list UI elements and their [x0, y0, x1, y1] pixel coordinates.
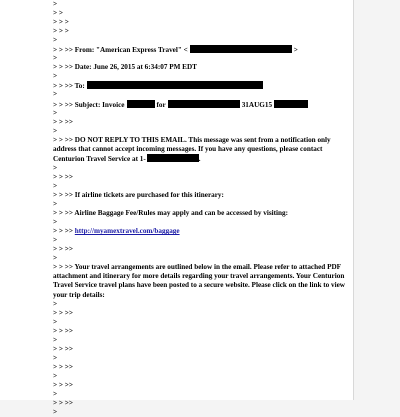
- quote-line: >: [53, 390, 58, 399]
- date-line: [53, 63, 347, 72]
- quote-line: >: [53, 90, 58, 99]
- baggage-link-line: [53, 227, 347, 236]
- redaction-box: [190, 45, 292, 53]
- quote-prefix: > > >>: [53, 46, 75, 55]
- quote-line: >: [53, 163, 58, 172]
- quote-line: >: [53, 254, 58, 263]
- quote-line: > > >>: [53, 117, 73, 126]
- subject-date: 31AUG15: [241, 100, 273, 109]
- tickets-text: If airline tickets are purchased for this itinerary:: [74, 190, 224, 199]
- quote-line: > > >>: [53, 344, 73, 353]
- quote-line: >: [53, 236, 58, 245]
- quote-prefix: > > >>: [53, 63, 75, 72]
- baggage-link[interactable]: http://myamextravel.com/baggage: [74, 227, 180, 236]
- arrangements-text: Your travel arrangements are outlined below in the email. Please refer to attached PDF attachment and itinerary for more details regarding your travel arrangements. Your Centurion Travel Service travel plans have been posted to a secure website. Please click on the link to view your trip details:: [53, 263, 345, 299]
- quote-prefix: > > >>: [53, 263, 75, 272]
- baggage-line: [53, 209, 347, 218]
- quote-line: >: [53, 371, 58, 380]
- quote-prefix: > > >>: [53, 100, 75, 109]
- quote-line: >: [53, 108, 58, 117]
- quote-prefix: > > >>: [53, 190, 75, 199]
- email-body: [53, 0, 347, 417]
- redaction-box: [127, 100, 155, 108]
- arrangements-paragraph: [53, 263, 347, 299]
- quote-line: >: [53, 299, 58, 308]
- to-line: [53, 81, 347, 90]
- redaction-box: [274, 100, 308, 108]
- notice-text: DO NOT REPLY TO THIS EMAIL. This message was sent from a notification only address that cannot accept incoming messages. If you have any questions, please contact Centurion Travel Service at 1-: [53, 135, 331, 163]
- quote-line: > > >>: [53, 308, 73, 317]
- quote-line: >: [53, 181, 58, 190]
- quote-line: >: [53, 0, 58, 8]
- from-label: From: "American Express Travel" <: [74, 46, 188, 55]
- notice-paragraph: [53, 136, 347, 164]
- subject-for: for: [156, 100, 166, 109]
- quote-line: >: [53, 126, 58, 135]
- quote-prefix: > > >>: [53, 209, 75, 218]
- notice-end: .: [198, 154, 201, 163]
- to-label: To:: [74, 82, 85, 91]
- quote-line: >: [53, 200, 58, 209]
- redaction-box: [87, 81, 263, 89]
- quote-line: > > >>: [53, 326, 73, 335]
- quote-prefix: > > >>: [53, 135, 75, 144]
- quote-line: >: [53, 54, 58, 63]
- quote-line: > > >: [53, 18, 69, 27]
- quote-line: >: [53, 317, 58, 326]
- quote-line: > > >>: [53, 362, 73, 371]
- subject-label: Subject: Invoice: [74, 100, 125, 109]
- quote-line: > >: [53, 9, 63, 18]
- from-line: [53, 45, 347, 54]
- quote-prefix: > > >>: [53, 227, 75, 236]
- quote-line: >: [53, 335, 58, 344]
- quote-prefix: > > >>: [53, 82, 75, 91]
- date-text: Date: June 26, 2015 at 6:34:07 PM EDT: [74, 63, 197, 72]
- quote-line: >: [53, 353, 58, 362]
- redaction-box: [168, 100, 240, 108]
- quote-line: > > >: [53, 27, 69, 36]
- quote-line: >: [53, 218, 58, 227]
- quote-line: >: [53, 36, 58, 45]
- redaction-box: [147, 154, 199, 162]
- quote-line: > > >>: [53, 399, 73, 408]
- tickets-line: [53, 191, 347, 200]
- subject-line: [53, 100, 347, 109]
- quote-line: >: [53, 72, 58, 81]
- quote-line: > > >>: [53, 245, 73, 254]
- baggage-text: Airline Baggage Fee/Rules may apply and can be accessed by visiting:: [74, 209, 289, 218]
- quote-line: > > >>: [53, 172, 73, 181]
- from-close: >: [293, 46, 298, 55]
- quote-line: > > >>: [53, 380, 73, 389]
- quote-line: >: [53, 408, 58, 417]
